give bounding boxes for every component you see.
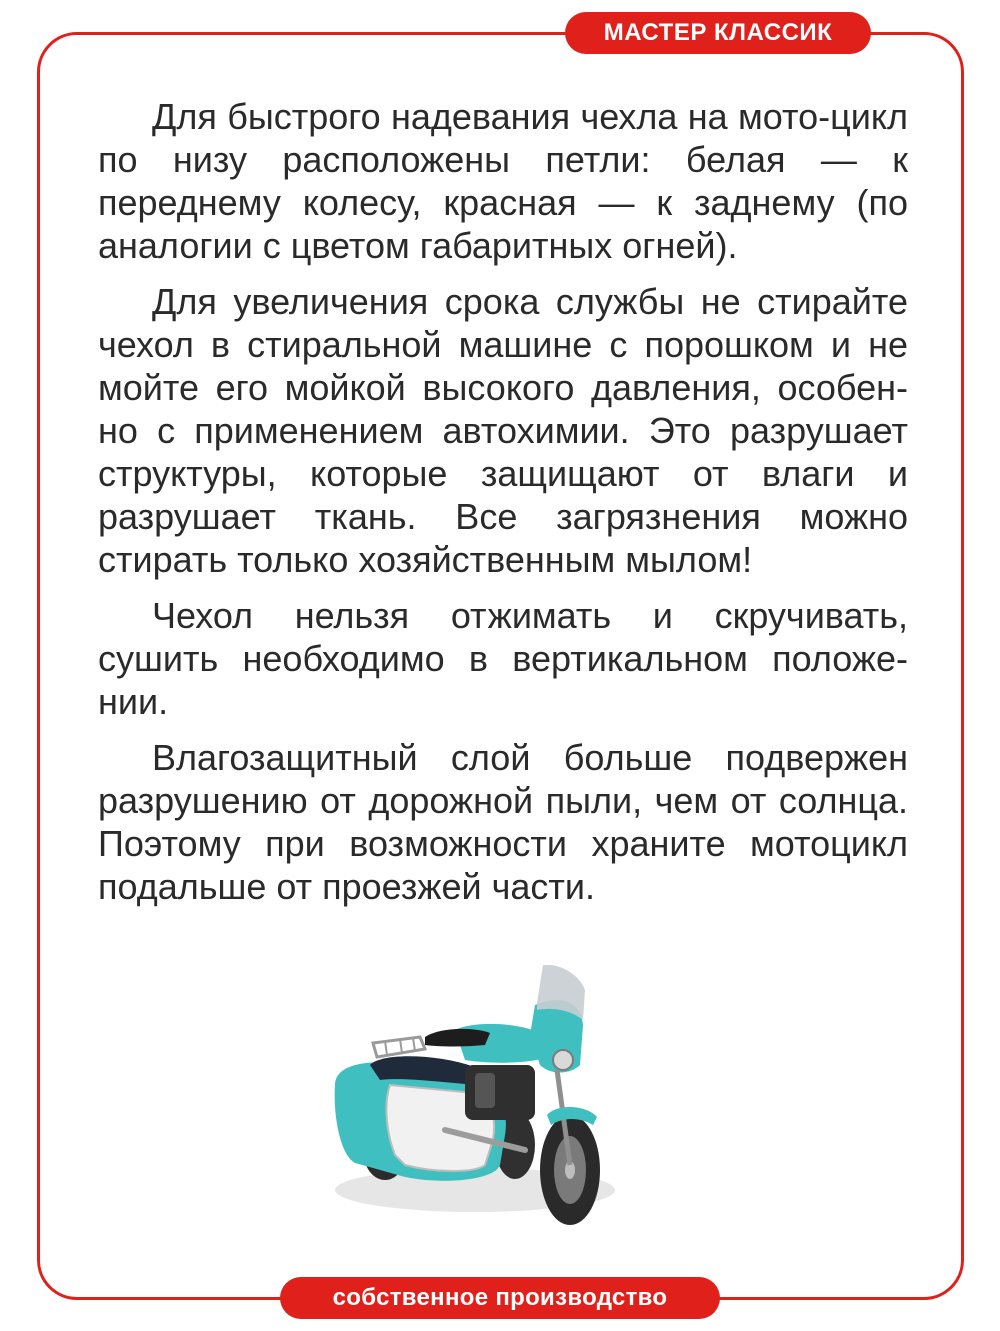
production-badge: собственное производство [280,1277,720,1319]
paragraph-washing: Для увеличения срока службы не стирайте чехол в стиральной машине с порошком и не мойте его мойкой высокого давления, особен-но с применением автохимии. Это разрушает структуры, которые защищают от влаги и разрушает ткань. Все загрязнения можно стирать только хозяйственным мылом! [98,281,908,580]
motorcycle-with-sidecar-icon [325,965,625,1235]
brand-badge: МАСТЕР КЛАССИК [565,12,871,54]
paragraph-drying: Чехол нельзя отжимать и скручивать, сушить необходимо в вертикальном положе-нии. [98,595,908,722]
paragraph-storage: Влагозащитный слой больше подвержен разрушению от дорожной пыли, чем от солнца. Поэтому при возможности храните мотоцикл подальше от проезжей части. [98,737,908,907]
paragraph-loops: Для быстрого надевания чехла на мото-цикл по низу расположены петли: белая — к переднему колесу, красная — к заднему (по аналогии с цветом габаритных огней). [98,96,908,266]
instructions-text [98,95,908,921]
